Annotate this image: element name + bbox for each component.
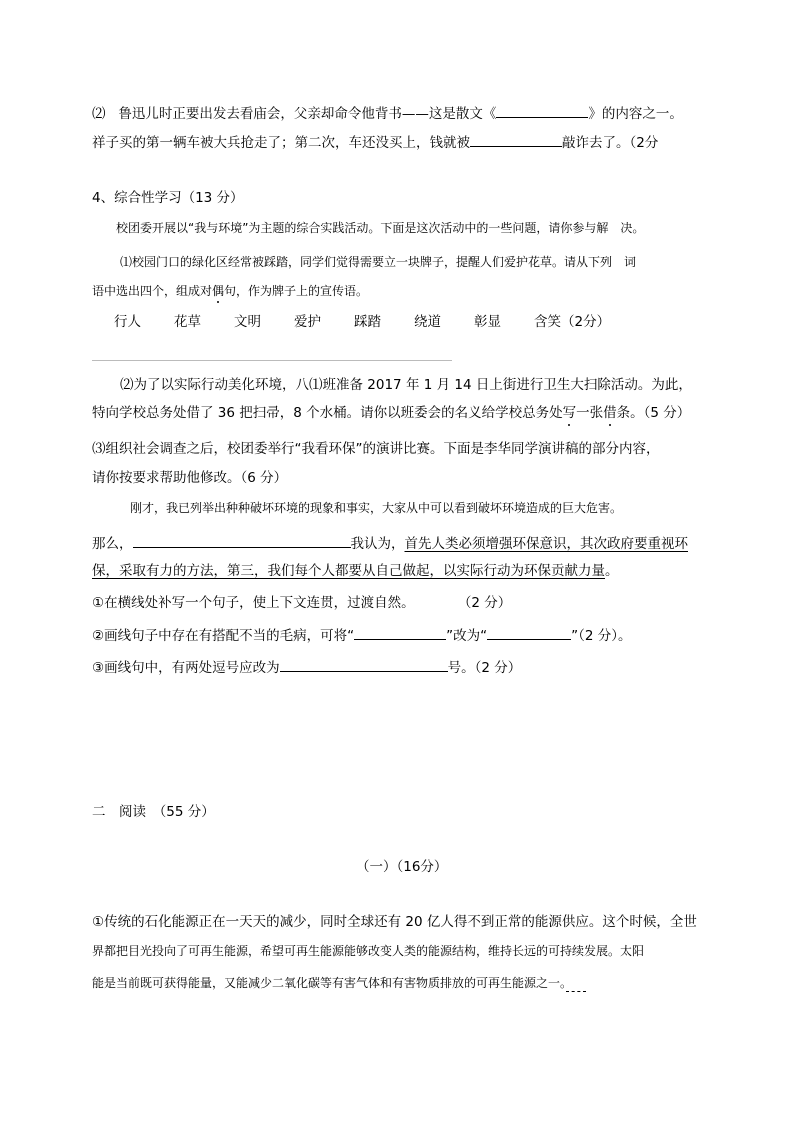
word-option: 花草 (174, 314, 201, 330)
task3 (92, 657, 521, 677)
task3-text-a: ③画线句中，有两处逗号应改为 (92, 660, 280, 676)
q3-2-number: ⑵ (92, 106, 106, 122)
task1-score: （2 分） (464, 595, 512, 611)
task2 (92, 625, 631, 645)
q3-2-line2-text-a: 祥子买的第一辆车被大兵抢走了；第二次，车还没买上，钱就被 (92, 135, 470, 151)
reading-p1-line3: 能是当前既可获得能量，又能减少二氧化碳等有害气体和有害物质排放的可再生能源之一。 (92, 976, 573, 990)
q4-sub3-line1: ⑶组织社会调查之后，校团委举行“我看环保”的演讲比赛。下面是李华同学演讲稿的部分内容， (92, 441, 660, 457)
word-option-last: 含笑（2分） (534, 314, 611, 330)
dash-mark (566, 991, 586, 993)
q4-title: 4、综合性学习（13 分） (92, 190, 244, 206)
task2-text-c: ”（2 分）。 (571, 628, 632, 644)
q3-2-line1 (92, 103, 683, 123)
word-option: 爱护 (294, 314, 321, 330)
answer-blank-swindler[interactable] (470, 132, 562, 147)
emphasis-char: 写 (562, 405, 577, 421)
reading-p1-line1: ①传统的石化能源正在一天天的减少，同时全球还有 20 亿人得不到正常的能源供应。这个时候，全世 (92, 914, 697, 930)
q4-sub2-line1: ⑵为了以实际行动美化环境，八⑴班准备 2017 年 1 月 14 日上街进行卫生大扫除活动。为此， (120, 377, 692, 393)
q4-sub2-line2-text-b: 条。（5 分） (616, 405, 691, 421)
word-option: 绕道 (414, 314, 441, 330)
q3-2-text-b: 》的内容之一。 (588, 106, 683, 122)
q4-sub2-line2 (92, 404, 690, 422)
answer-blank-sentence[interactable] (133, 533, 351, 548)
task1-text: ①在横线处补写一个句子，使上下文连贯，过渡自然。 (92, 595, 415, 611)
word-option: 行人 (114, 314, 141, 330)
word-option: 文明 (234, 314, 261, 330)
word-option: 踩踏 (354, 314, 381, 330)
q4-sub1-line2-text-b: 句，作为牌子上的宣传语。 (224, 284, 369, 298)
q4-sub2-line2-text-mid: 一张 (576, 405, 604, 421)
answer-blank-essay[interactable] (496, 103, 588, 118)
emphasis-char: 借 (603, 405, 617, 421)
speech-line3-end: 。 (605, 563, 619, 579)
emphasis-char: 偶 (212, 284, 225, 298)
reading-p1-line2: 界都把目光投向了可再生能源，希望可再生能源能够改变人类的能源结构，维持长远的可持续发展。太阳 (92, 944, 645, 958)
underlined-sentence: 保，采取有力的方法，第三，我们每个人都要从自己做起，以实际行动为环保贡献力量 (92, 563, 605, 579)
q3-2-line2-text-b: 敲诈去了。（2分 (562, 135, 659, 151)
word-list (114, 313, 610, 331)
answer-blank-replacement[interactable] (487, 625, 571, 640)
speech-line2-text-b: 我认为， (350, 536, 405, 552)
reading-title: 二 阅读 （55 分） (92, 804, 215, 820)
answer-line[interactable] (92, 360, 452, 361)
word-option: 彰显 (474, 314, 501, 330)
q3-2-text-a: 鲁迅儿时正要出发去看庙会，父亲却命令他背书——这是散文《 (118, 106, 497, 122)
speech-line3 (92, 562, 619, 580)
q4-sub2-line2-text-a: 特向学校总务处借了 36 把扫帚，8 个水桶。请你以班委会的名义给学校总务处 (92, 405, 563, 421)
q4-sub1-line2 (92, 282, 368, 300)
answer-blank-punctuation[interactable] (280, 657, 448, 672)
task1 (92, 594, 511, 612)
q4-sub1-line1: ⑴校园门口的绿化区经常被踩踏，同学们觉得需要立一块牌子，提醒人们爱护花草。请从下列 词 (120, 255, 637, 269)
speech-line2 (92, 533, 688, 553)
speech-line1: 刚才，我已列举出种种破坏环境的现象和事实，大家从中可以看到破坏环境造成的巨大危害。 (130, 501, 623, 515)
q4-intro: 校团委开展以“我与环境”为主题的综合实践活动。下面是这次活动中的一些问题，请你参与解 决。 (116, 221, 645, 235)
q3-2-line2 (92, 132, 658, 152)
task3-text-b: 号。（2 分） (447, 660, 522, 676)
q4-sub1-line2-text-a: 语中选出四个，组成对 (92, 284, 213, 298)
reading-section-label: （一）（16分） (356, 859, 448, 875)
underlined-sentence: 首先人类必须增强环保意识，其次政府要重视环 (404, 536, 688, 552)
task2-text-b: ”改为“ (446, 628, 488, 644)
q4-sub3-line2: 请你按要求帮助他修改。（6 分） (92, 470, 288, 486)
task2-text-a: ②画线句子中存在有搭配不当的毛病，可将“ (92, 628, 355, 644)
speech-line2-text-a: 那么， (92, 536, 133, 552)
answer-blank-original[interactable] (354, 625, 446, 640)
